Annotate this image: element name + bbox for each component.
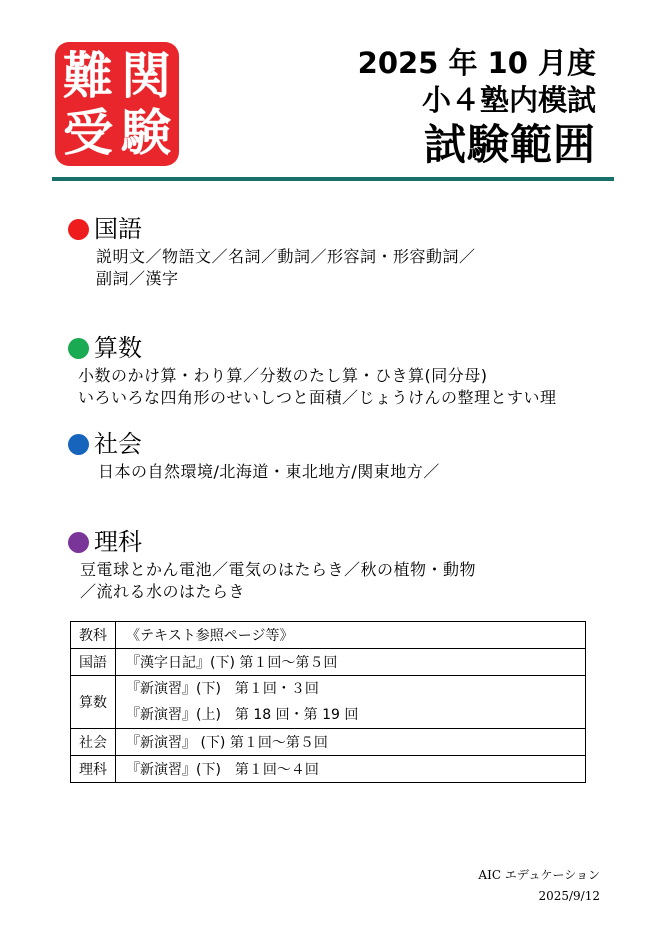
- table-cell-ref-line: 『新演習』(上) 第 18 回・第 19 回: [126, 707, 359, 723]
- table-header-subject: 教科: [71, 622, 116, 649]
- bullet-dot-icon: [68, 532, 89, 553]
- subject-name: 社会: [94, 430, 142, 458]
- logo-char: 難: [63, 47, 113, 105]
- table-cell-subject: 算数: [71, 676, 116, 729]
- table-cell-ref: 『新演習』(下) 第１回〜４回: [116, 756, 586, 783]
- table-cell-ref: [116, 676, 586, 729]
- table-cell-subject: 社会: [71, 729, 116, 756]
- title-block: [358, 44, 596, 172]
- table-header-ref: 《テキスト参照ページ等》: [116, 622, 586, 649]
- footer-date: 2025/9/12: [538, 889, 600, 903]
- title-exam-name: 小４塾内模試: [421, 83, 596, 117]
- subject-scope-line: 説明文／物語文／名詞／動詞／形容詞・形容動詞／: [96, 247, 476, 266]
- footer-org: AIC エデュケーション: [478, 868, 600, 882]
- subject-scope-line: 日本の自然環境/北海道・東北地方/関東地方／: [98, 462, 440, 481]
- table-row: [71, 756, 586, 783]
- subject-science: [68, 527, 476, 603]
- table-cell-ref-line: 『新演習』(下) 第１回・３回: [126, 681, 319, 697]
- table-cell-subject: 理科: [71, 756, 116, 783]
- table-cell-subject: 国語: [71, 649, 116, 676]
- subject-social: [68, 429, 440, 483]
- title-date: 2025 年 10 月度: [357, 46, 596, 80]
- subject-japanese: [68, 214, 476, 290]
- table-row: [71, 649, 586, 676]
- table-header-row: [71, 622, 586, 649]
- subject-name: 算数: [94, 334, 142, 362]
- subject-math: [68, 333, 557, 409]
- header-divider: [52, 177, 614, 181]
- table-cell-ref: 『新演習』 (下) 第１回〜第５回: [116, 729, 586, 756]
- logo-char: 関: [121, 47, 171, 105]
- subject-scope-line: いろいろな四角形のせいしつと面積／じょうけんの整理とすい理: [78, 388, 557, 407]
- table-cell-ref: 『漢字日記』(下) 第１回〜第５回: [116, 649, 586, 676]
- table-row: [71, 676, 586, 729]
- page-title: 試験範囲: [423, 120, 596, 169]
- subject-name: 理科: [94, 528, 142, 556]
- bullet-dot-icon: [68, 434, 89, 455]
- scope-table: [70, 621, 586, 783]
- logo-char: 験: [121, 104, 171, 162]
- bullet-dot-icon: [68, 219, 89, 240]
- subject-scope-line: 豆電球とかん電池／電気のはたらき／秋の植物・動物: [80, 560, 477, 579]
- table-row: [71, 729, 586, 756]
- subject-scope-line: 小数のかけ算・わり算／分数のたし算・ひき算(同分母): [78, 366, 488, 385]
- subject-scope-line: ／流れる水のはたらき: [80, 582, 246, 601]
- logo-char: 受: [63, 104, 113, 162]
- subject-scope-line: 副詞／漢字: [96, 269, 179, 288]
- logo: [55, 42, 179, 166]
- subject-name: 国語: [94, 215, 142, 243]
- bullet-dot-icon: [68, 338, 89, 359]
